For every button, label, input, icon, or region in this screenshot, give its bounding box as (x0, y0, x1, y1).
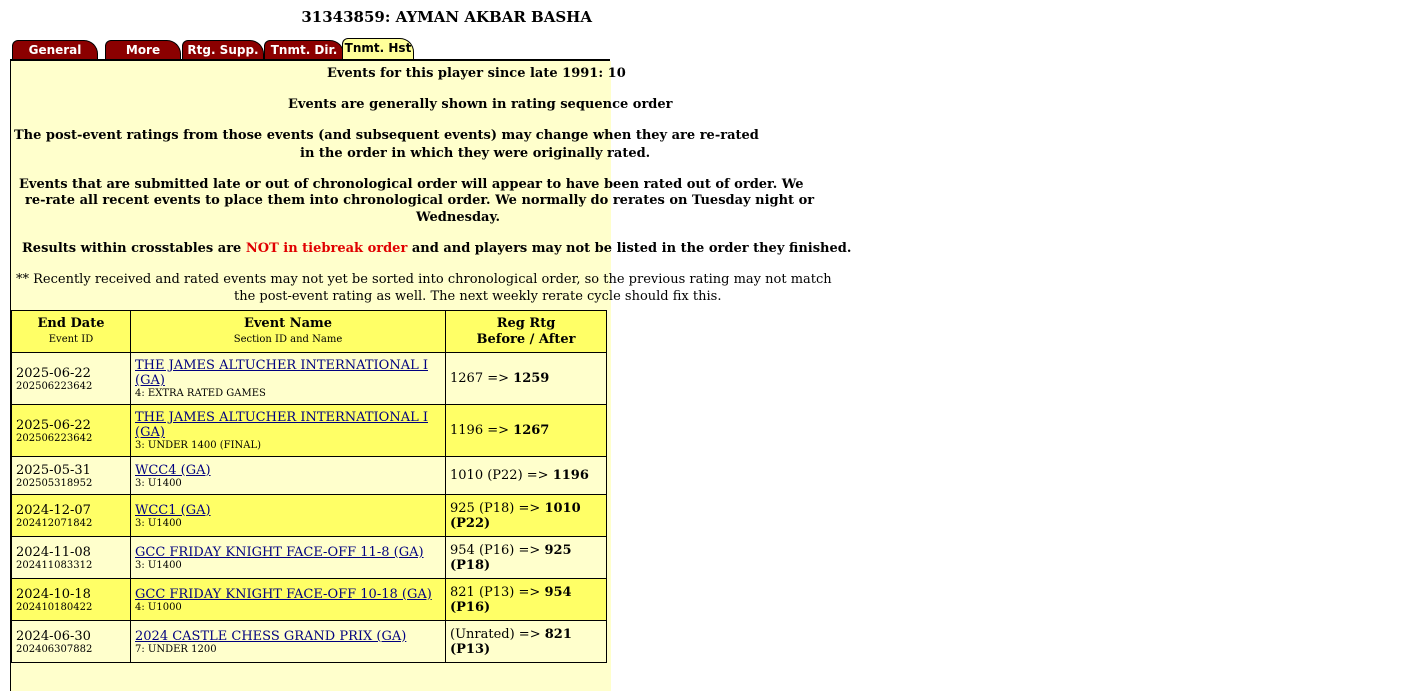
section-label: 4: EXTRA RATED GAMES (135, 388, 266, 399)
table-row (12, 405, 607, 457)
event-link[interactable]: WCC4 (GA) (135, 462, 211, 478)
event-cell (131, 457, 446, 495)
table-row (12, 621, 607, 663)
rating-cell: (Unrated) => 821 (P13) (446, 621, 607, 663)
rating-cell: 821 (P13) => 954 (P16) (446, 579, 607, 621)
event-cell (131, 405, 446, 457)
table-row (12, 353, 607, 405)
event-link[interactable]: WCC1 (GA) (135, 502, 211, 518)
header-event-name: Event Name Section ID and Name (131, 311, 446, 353)
recent-note-2: the post-event rating as well. The next weekly rerate cycle should fix this. (234, 289, 722, 304)
section-label: 3: U1400 (135, 517, 182, 529)
late-note-1: Events that are submitted late or out of chronological order will appear to have been rated out of order. We (19, 177, 804, 192)
post-event-note-1: The post-event ratings from those events (and subsequent events) may change when they are re-rated (14, 128, 759, 143)
rating-cell: 1196 => 1267 (446, 405, 607, 457)
date-cell: 2025-06-22 202506223642 (12, 353, 131, 405)
event-link[interactable]: GCC FRIDAY KNIGHT FACE-OFF 11-8 (GA) (135, 544, 424, 560)
table-row (12, 495, 607, 537)
tab-general[interactable]: General (12, 40, 98, 59)
section-label: 3: U1400 (135, 559, 182, 571)
late-note-2: re-rate all recent events to place them into chronological order. We normally do rerates on Tuesday night or (25, 193, 815, 208)
event-cell (131, 495, 446, 537)
date-cell: 2024-11-08 202411083312 (12, 537, 131, 579)
date-cell: 2025-06-22 202506223642 (12, 405, 131, 457)
rating-cell: 954 (P16) => 925 (P18) (446, 537, 607, 579)
header-reg-rtg: Reg Rtg Before / After (446, 311, 607, 353)
recent-note-1: ** Recently received and rated events may not yet be sorted into chronological order, so the previous rating may not match (16, 272, 832, 287)
header-end-date: End Date Event ID (12, 311, 131, 353)
table-row (12, 537, 607, 579)
player-title: 31343859: AYMAN AKBAR BASHA (301, 8, 592, 26)
event-link[interactable]: 2024 CASTLE CHESS GRAND PRIX (GA) (135, 628, 407, 644)
event-cell (131, 537, 446, 579)
section-label: 3: U1400 (135, 477, 182, 489)
rating-cell: 1010 (P22) => 1196 (446, 457, 607, 495)
event-cell (131, 353, 446, 405)
table-row (12, 579, 607, 621)
tab-tnmt-hst[interactable]: Tnmt. Hst (342, 38, 414, 60)
tab-tnmt-dir[interactable]: Tnmt. Dir. (264, 40, 344, 59)
date-cell: 2024-06-30 202406307882 (12, 621, 131, 663)
date-cell: 2024-12-07 202412071842 (12, 495, 131, 537)
results-suffix: and and players may not be listed in the order they finished. (407, 241, 852, 256)
date-cell: 2025-05-31 202505318952 (12, 457, 131, 495)
sequence-note: Events are generally shown in rating sequence order (288, 97, 673, 112)
tab-rtg-supp[interactable]: Rtg. Supp. (182, 40, 264, 59)
table-header-row (12, 311, 607, 353)
event-cell (131, 621, 446, 663)
results-prefix: Results within crosstables are (22, 241, 246, 256)
event-link[interactable]: THE JAMES ALTUCHER INTERNATIONAL I (GA) (135, 358, 428, 388)
post-event-note-2: in the order in which they were originally rated. (300, 146, 651, 161)
results-note (22, 241, 1022, 256)
results-highlight: NOT in tiebreak order (245, 241, 408, 256)
events-count: Events for this player since late 1991: 10 (327, 66, 626, 81)
table-row (12, 457, 607, 495)
tab-more[interactable]: More (105, 40, 181, 59)
history-panel (10, 61, 852, 691)
section-label: 7: UNDER 1200 (135, 643, 217, 655)
date-cell: 2024-10-18 202410180422 (12, 579, 131, 621)
late-note-3: Wednesday. (416, 210, 501, 225)
section-label: 3: UNDER 1400 (FINAL) (135, 440, 262, 451)
section-label: 4: U1000 (135, 601, 182, 613)
rating-cell: 1267 => 1259 (446, 353, 607, 405)
event-link[interactable]: GCC FRIDAY KNIGHT FACE-OFF 10-18 (GA) (135, 586, 432, 602)
event-cell (131, 579, 446, 621)
history-table (11, 310, 607, 663)
rating-cell: 925 (P18) => 1010 (P22) (446, 495, 607, 537)
event-link[interactable]: THE JAMES ALTUCHER INTERNATIONAL I (GA) (135, 410, 428, 440)
